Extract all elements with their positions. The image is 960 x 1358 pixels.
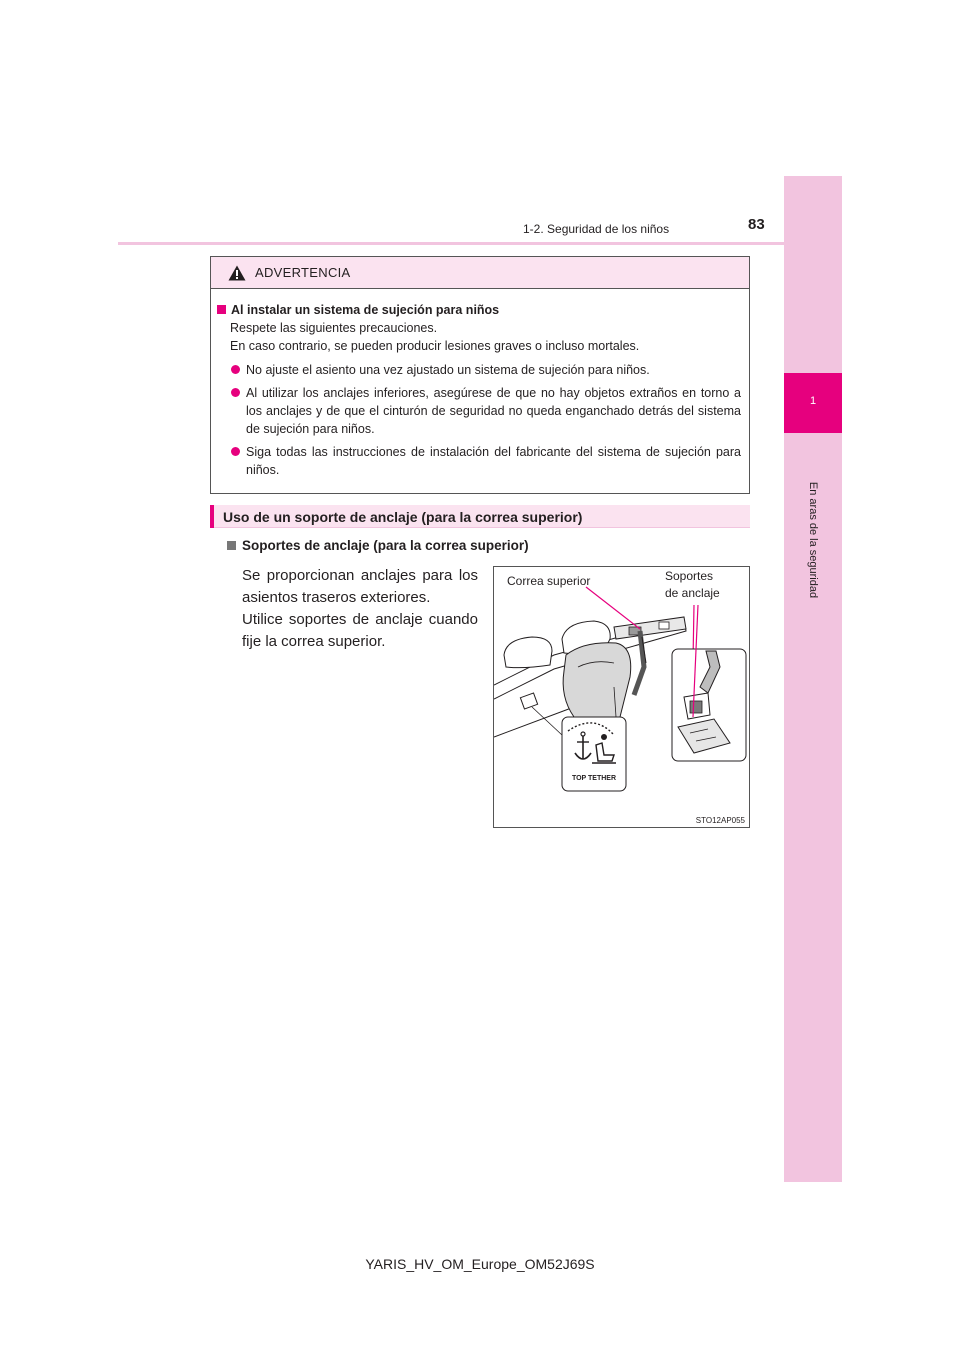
item-heading [227,538,529,553]
subsection-title: Uso de un soporte de anclaje (para la correa superior) [223,509,583,525]
warning-heading [217,301,741,319]
header-rule [118,242,842,245]
body-paragraph: Utilice soportes de anclaje cuando fije la correa superior. [242,611,478,650]
warning-line: En caso contrario, se pueden producir lesiones graves o incluso mortales. [230,339,640,353]
chapter-title: En aras de la seguridad [807,481,819,599]
label-anchor-line1: Soportes [665,569,714,583]
bullet-dot-icon [231,388,240,397]
warning-bullet [217,384,741,438]
label-top-strap: Correa superior [507,574,591,588]
warning-heading-text: Al instalar un sistema de sujeción para niños [231,303,500,317]
bullet-dot-icon [231,365,240,374]
item-heading-text: Soportes de anclaje (para la correa superior) [242,538,529,553]
heading-accent-bar [210,505,214,528]
top-tether-label: TOP TETHER [571,775,617,782]
warning-bullet [217,443,741,479]
page-number: 83 [748,216,765,233]
figure-code: STO12AP055 [695,816,745,825]
warning-body [211,289,749,479]
warning-bullet-text: Al utilizar los anclajes inferiores, asegúrese de que no hay objetos extraños en torno a los anclajes y de que el cinturón de seguridad no queda enganchado detrás del sistema de sujeción para niños. [246,386,741,436]
warning-bullet-text: No ajuste el asiento una vez ajustado un sistema de sujeción para niños. [246,363,650,377]
warning-line: Respete las siguientes precauciones. [230,321,438,335]
bullet-dot-icon [231,447,240,456]
seat-illustration [494,567,750,828]
warning-header [211,257,749,289]
footer-document-id: YARIS_HV_OM_Europe_OM52J69S [365,1256,595,1272]
anchor-bracket-figure [493,566,750,828]
chapter-side-tab [784,176,842,1182]
warning-bullet-text: Siga todas las instrucciones de instalación del fabricante del sistema de sujeción para niños. [246,445,741,477]
warning-box [210,256,750,494]
warning-bullet [217,361,741,379]
chapter-number: 1 [784,373,842,433]
section-title: 1-2. Seguridad de los niños [523,222,670,236]
square-bullet-icon [227,541,236,550]
body-paragraph: Se proporcionan anclajes para los asientos traseros exteriores. [242,567,478,606]
warning-title: ADVERTENCIA [255,265,351,280]
label-anchor-line2: de anclaje [665,586,720,600]
warning-triangle-icon [228,265,246,281]
square-bullet-icon [217,305,226,314]
subsection-heading [210,505,750,528]
